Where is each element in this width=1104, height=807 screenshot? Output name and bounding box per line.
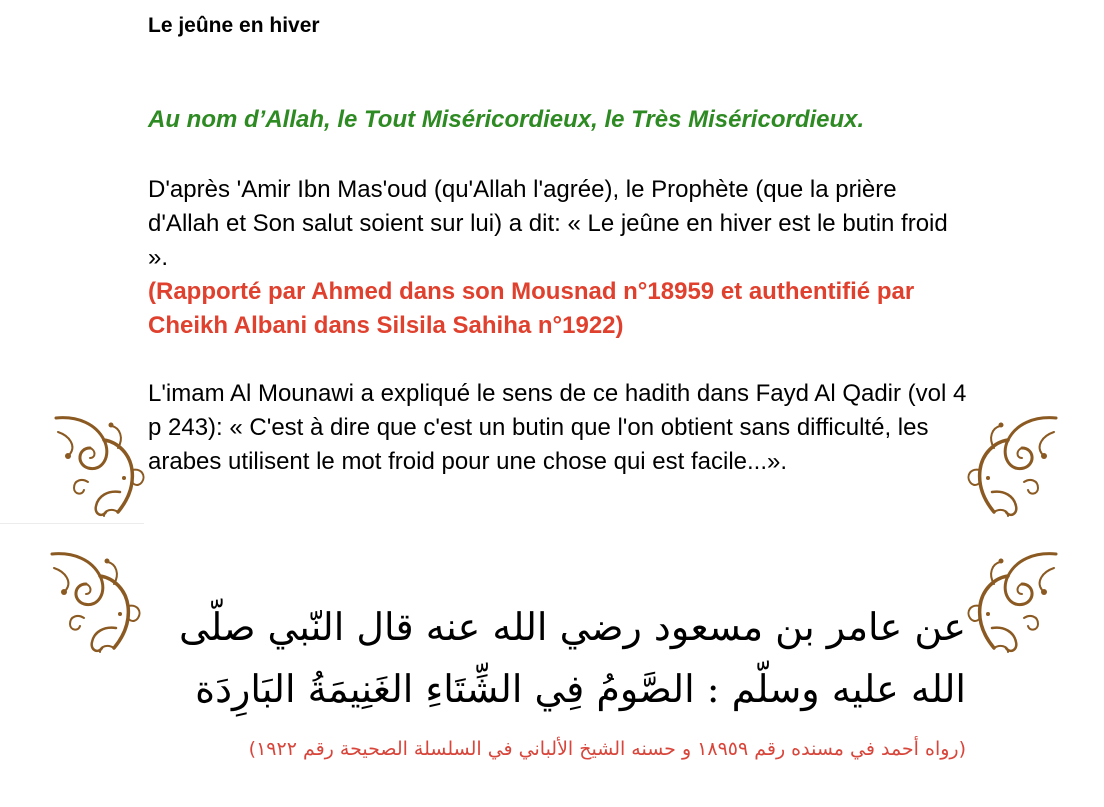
- explanation-paragraph: L'imam Al Mounawi a expliqué le sens de ce hadith dans Fayd Al Qadir (vol 4 p 243): « C'est à dire que c'est un butin que l'on obtient sans difficulté, les arabes utilisent le mot froid pour une chose qui est facile...».: [148, 380, 967, 475]
- hadith-reference-french: (Rapporté par Ahmed dans son Mousnad n°18959 et authentifié par Cheikh Albani dans Silsila Sahiha n°1922): [148, 278, 915, 339]
- basmala: Au nom d’Allah, le Tout Miséricordieux, le Très Miséricordieux.: [148, 106, 865, 133]
- floral-scroll-icon: [48, 412, 148, 518]
- hadith-arabic-text: عن عامر بن مسعود رضي الله عنه قال النّبي صلّى الله عليه وسلّم : الصَّومُ فِي الشِّتَاءِ الغَنِيمَةُ البَارِدَة: [178, 605, 966, 711]
- hadith-reference-arabic: (رواه أحمد في مسنده رقم ١٨٩٥٩ و حسنه الشيخ الألباني في السلسلة الصحيحة رقم ١٩٢٢): [248, 738, 966, 760]
- floral-scroll-icon: [964, 412, 1064, 518]
- divider: [0, 523, 144, 524]
- hadith-french-text: D'après 'Amir Ibn Mas'oud (qu'Allah l'agrée), le Prophète (que la prière d'Allah et Son salut soient sur lui) a dit: « Le jeûne en hiver est le butin froid ».: [148, 176, 948, 271]
- document-title: Le jeûne en hiver: [148, 14, 320, 37]
- floral-scroll-icon: [964, 548, 1064, 654]
